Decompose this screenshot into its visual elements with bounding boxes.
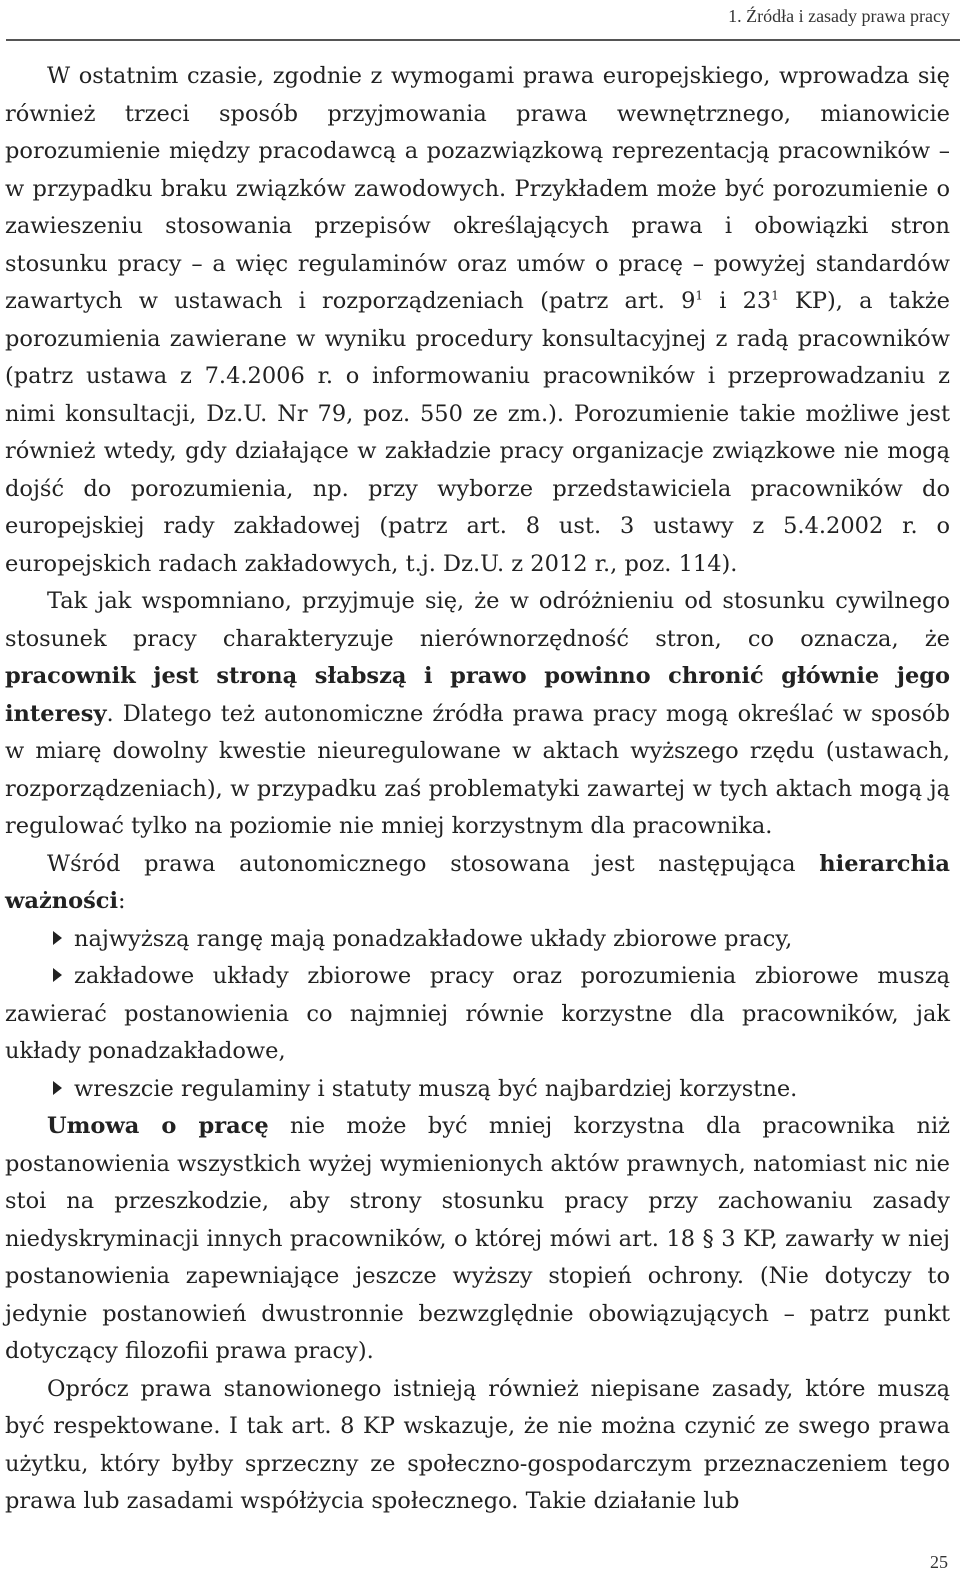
triangle-bullet-icon — [53, 1081, 62, 1095]
paragraph-3-bold: hierarchia ważności — [5, 850, 950, 914]
paragraph-1-text-b: i 23 — [703, 288, 772, 314]
bullet-item-2 — [5, 958, 950, 1071]
paragraph-4 — [5, 1108, 950, 1371]
header-divider — [6, 39, 960, 41]
paragraph-2-bold: pracownik jest stroną słabszą i prawo powinno chronić głównie jego interesy — [5, 663, 950, 727]
bullet-text-3: wreszcie regulaminy i statuty muszą być najbardziej korzystne. — [74, 1075, 798, 1102]
paragraph-5-text: Oprócz prawa stanowionego istnieją również niepisane zasady, które muszą być respektowane. I tak art. 8 KP wskazuje, że nie można czynić ze swego prawa użytku, który byłby sprzeczny ze społeczno-gospodarczym przeznaczeniem tego prawa lub zasadami współżycia społecznego. Takie działanie lub — [5, 1375, 950, 1514]
bullet-item-3 — [5, 1071, 950, 1109]
paragraph-3 — [5, 846, 950, 921]
paragraph-1-text-a: W ostatnim czasie, zgodnie z wymogami prawa europejskiego, wprowadza się również trzeci sposób przyjmowania prawa wewnętrznego, mianowicie porozumienie między pracodawcą a pozazwiązkową reprezentacją pracowników – w przypadku braku związków zawodowych. Przykładem może być porozumienie o zawieszeniu stosowania przepisów określających prawa i obowiązki stron stosunku pracy – a więc regulaminów oraz umów o pracę – powyżej standardów zawartych w ustawach i rozporządzeniach (patrz art. 9 — [5, 63, 950, 314]
paragraph-1-text-c: KP), a także porozumienia zawierane w wyniku procedury konsultacyjnej z radą pracowników (patrz ustawa z 7.4.2006 r. o informowaniu pracowników i przeprowadzaniu z nimi konsultacji, Dz.U. Nr 79, poz. 550 ze zm.). Porozumienie takie możliwe jest również wtedy, gdy działające w zakładzie pracy organizacje związkowe nie mogą dojść do porozumienia, np. przy wyborze przedstawiciela pracowników do europejskiej rady zakładowej (patrz art. 8 ust. 3 ustawy z 5.4.2002 r. o europejskich radach zakładowych, t.j. Dz.U. z 2012 r., poz. 114). — [5, 288, 950, 577]
paragraph-2 — [5, 583, 950, 846]
running-header: 1. Źródła i zasady prawa pracy — [728, 6, 950, 26]
paragraph-3-text-b: : — [118, 888, 126, 914]
page-body — [5, 58, 950, 1521]
superscript-1: 1 — [695, 288, 704, 303]
paragraph-2-text-b: . Dlatego też autonomiczne źródła prawa pracy mogą określać w sposób w miarę dowolny kwestie nieuregulowane w aktach wyższego rzędu (ustawach, rozporządzeniach), w przypadku zaś problematyki zawartej w tych aktach mogą ją regulować tylko na poziomie nie mniej korzystnym dla pracownika. — [5, 700, 950, 839]
bullet-text-1: najwyższą rangę mają ponadzakładowe układy zbiorowe pracy, — [74, 925, 793, 952]
paragraph-2-text-a: Tak jak wspomniano, przyjmuje się, że w odróżnieniu od stosunku cywilnego stosunek pracy charakteryzuje nierównorzędność stron, co oznacza, że — [5, 588, 950, 652]
bullet-text-2: zakładowe układy zbiorowe pracy oraz porozumienia zbiorowe muszą zawierać postanowienia co najmniej równie korzystne dla pracowników, jak układy ponadzakładowe, — [5, 963, 950, 1064]
paragraph-4-text: nie może być mniej korzystna dla pracownika niż postanowienia wszystkich wyżej wymienionych aktów prawnych, natomiast nic nie stoi na przeszkodzie, aby strony stosunku pracy przy zachowaniu zasady niedyskryminacji innych pracowników, o której mówi art. 18 § 3 KP, zawarły w niej postanowienia zapewniające jeszcze wyższy stopień ochrony. (Nie dotyczy to jedynie postanowień dwustronnie bezwzględnie obowiązujących – patrz punkt dotyczący filozofii prawa pracy). — [5, 1113, 950, 1364]
paragraph-1 — [5, 58, 950, 583]
triangle-bullet-icon — [53, 968, 62, 982]
bullet-item-1 — [5, 921, 950, 959]
superscript-2: 1 — [771, 288, 779, 303]
triangle-bullet-icon — [53, 931, 62, 945]
paragraph-3-text-a: Wśród prawa autonomicznego stosowana jest następująca — [47, 850, 820, 877]
page-number: 25 — [930, 1552, 948, 1572]
paragraph-4-bold: Umowa o pracę — [47, 1113, 269, 1139]
paragraph-5 — [5, 1371, 950, 1521]
